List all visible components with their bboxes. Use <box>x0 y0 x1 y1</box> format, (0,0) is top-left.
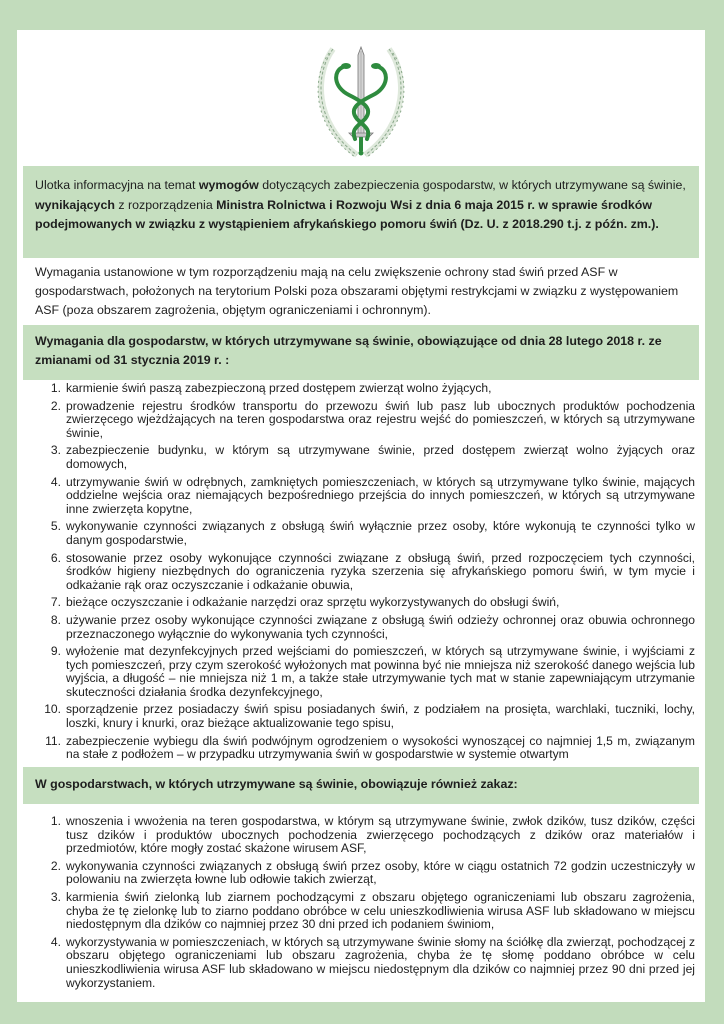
list-item: 8. używanie przez osoby wykonujące czynności związane z obsługą świń odzieży ochronnej oraz obuwia ochronnego przeznaczonego wyłącznie do wykonywania tych czynności, <box>50 612 695 641</box>
requirements-list <box>35 382 695 766</box>
list-item: 9. wyłożenie mat dezynfekcyjnych przed wejściami do pomieszczeń, w których są utrzymywane świnie, i wyjściami z tych pomieszczeń, przy czym szerokość wyłożonych mat powinna być nie mniejsza niż szerokość danego wejścia lub wyjścia, a długość – nie mniejsza niż 1 m, a także stałe utrzymywanie tych mat w stanie zapewniającym utrzymanie skuteczności działania środka dezynfekcyjnego, <box>50 644 695 699</box>
list-item: 4. wykorzystywania w pomieszczeniach, w których są utrzymywane świnie słomy na ściółkę dla zwierząt, pochodzącej z obszaru objętego ograniczeniami lub obszaru zagrożenia, chyba że tę słomę poddano obróbce w celu unieszkodliwienia wirusa ASF lub składowano w miejscu niedostępnym dla dzików co najmniej przez 90 dni przed jej wykorzystaniem. <box>50 934 695 990</box>
intro-box <box>23 166 699 258</box>
prohibitions-heading-box <box>23 767 699 804</box>
prohibitions-heading: W gospodarstwach, w których utrzymywane są świnie, obowiązuje również zakaz: <box>35 777 518 791</box>
list-item: 1. wnoszenia i wwożenia na teren gospodarstwa, w którym są utrzymywane świnie, zwłok dzików, tusz dzików, części tusz dzików i produktów ubocznych pochodzenia zwierzęcego pochodzących z dzików oraz materiałów i przedmiotów, które mogły zostać skażone wirusem ASF, <box>50 814 695 856</box>
purpose-paragraph: Wymagania ustanowione w tym rozporządzeniu mają na celu zwiększenie ochrony stad świń przed ASF w gospodarstwach, położonych na terytorium Polski poza obszarami objętymi restrykcjami w związku z występowaniem ASF (poza obszarem zagrożenia, objętym ograniczeniami i ochronnym). <box>35 265 679 317</box>
requirements-heading-box <box>23 325 699 380</box>
list-item: 11. zabezpieczenie wybiegu dla świń podwójnym ogrodzeniem o wysokości wynoszącej co najmniej 1,5 m, związanym na stałe z podłożem – w przypadku utrzymywania świń w gospodarstwie w systemie otwartym <box>45 733 695 762</box>
prohibitions-list <box>35 815 695 994</box>
list-item: 3. zabezpieczenie budynku, w którym są utrzymywane świnie, przed dostępem zwierząt wolno żyjących oraz domowych, <box>50 443 695 471</box>
intro-text: Ulotka informacyjna na temat wymogów dotyczących zabezpieczenia gospodarstw, w których utrzymywane są świnie, wynikających z rozporządzenia Ministra Rolnictwa i Rozwoju Wsi z dnia 6 maja 2015 r. w sprawie środków podejmowanych w związku z wystąpieniem afrykańskiego pomoru świń (Dz. U. z 2018.290 t.j. z późn. zm.). <box>35 178 686 231</box>
list-item: 2. wykonywania czynności związanych z obsługą świń przez osoby, które w ciągu ostatnich 72 godzin uczestniczyły w polowaniu na zwierzęta łowne lub odłowie takich zwierząt, <box>50 858 695 887</box>
list-item: 1. karmienie świń paszą zabezpieczoną przed dostępem zwierząt wolno żyjących, <box>50 381 492 395</box>
list-item: 6. stosowanie przez osoby wykonujące czynności związane z obsługą świń, przed rozpoczęciem tych czynności, środków higieny niezbędnych do ograniczenia ryzyka szerzenia się afrykańskiego pomoru świń, w tym mycie i odkażanie rąk oraz oczyszczanie i odkażanie obuwia, <box>50 550 695 592</box>
list-item: 3. karmienia świń zielonką lub ziarnem pochodzącymi z obszaru objętego ograniczeniami lub obszaru zagrożenia, chyba że tę zielonkę lub to ziarno poddano obróbce w celu unieszkodliwienia wirusa ASF lub składowano w miejscu niedostępnym dla dzików co najmniej przez 30 dni przed ich podaniem świniom, <box>50 889 695 932</box>
caduceus-sword-wreath-icon <box>311 43 411 161</box>
list-item: 5. wykonywanie czynności związanych z obsługą świń wyłącznie przez osoby, które wykonują te czynności tylko w danym gospodarstwie, <box>50 519 695 547</box>
list-item: 7. bieżące oczyszczanie i odkażanie narzędzi oraz sprzętu wykorzystywanych do obsługi świń, <box>50 595 560 610</box>
logo-area <box>17 30 705 166</box>
list-item: 2. prowadzenie rejestru środków transportu do przewozu świń lub pasz lub ubocznych produktów pochodzenia zwierzęcego wjeżdżających na teren gospodarstwa oraz rejestru wejść do pomieszczeń, w których są utrzymywane świnie, <box>50 398 695 440</box>
list-item: 4. utrzymywanie świń w odrębnych, zamkniętych pomieszczeniach, w których są utrzymywane tylko świnie, mających oddzielne wejścia oraz niemających bezpośredniego przejścia do innych pomieszczeń, w których są utrzymywane inne zwierzęta kopytne, <box>50 474 695 516</box>
list-item: 10. sporządzenie przez posiadaczy świń spisu posiadanych świń, z podziałem na prosięta, warchlaki, tuczniki, lochy, loszki, knury i knurki, oraz bieżące aktualizowanie tego spisu, <box>44 702 695 731</box>
leaflet-page <box>17 30 705 1002</box>
requirements-heading: Wymagania dla gospodarstw, w których utrzymywane są świnie, obowiązujące od dnia 28 lutego 2018 r. ze zmianami od 31 stycznia 2019 r. : <box>35 334 662 367</box>
